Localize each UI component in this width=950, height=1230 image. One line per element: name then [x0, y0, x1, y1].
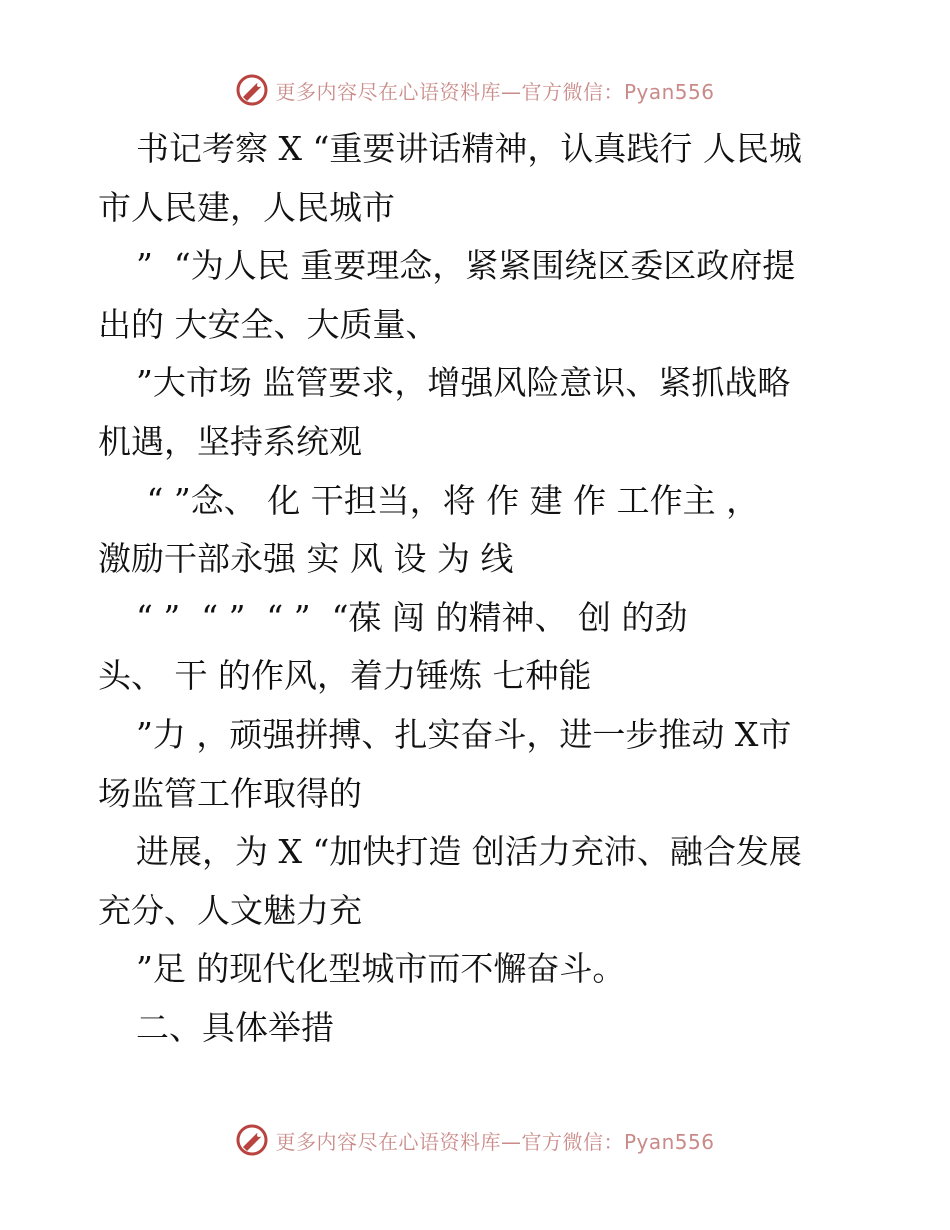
- body-line: 市人民建，人民城市: [98, 187, 395, 227]
- footer-watermark-text: 更多内容尽在心语资料库—官方微信：Pyan556: [275, 1129, 715, 1154]
- body-line: 激励干部永强 实 风 设 为 线: [98, 539, 514, 579]
- footer-watermark: [0, 1120, 950, 1160]
- body-line: ”大市场 监管要求，增强风险意识、紧抓战略: [136, 363, 791, 403]
- body-line: ”足 的现代化型城市而不懈奋斗。: [136, 949, 626, 989]
- body-line: 充分、人文魅力充: [98, 890, 362, 930]
- body-line: 头、 干 的作风，着力锤炼 七种能: [98, 656, 592, 696]
- body-line: 出的 大安全、大质量、: [98, 304, 439, 344]
- section-heading: 二、具体举措: [136, 1007, 334, 1047]
- watermark-logo-icon: [235, 73, 269, 107]
- watermark-logo-icon: [235, 1123, 269, 1157]
- body-line: “ ”念、 化 干担当，将 作 建 作 工作主 ，: [136, 480, 760, 520]
- body-line: 进展，为 X “加快打造 创活力充沛、融合发展: [136, 832, 802, 872]
- body-line: “ ” “ ” “ ” “葆 闯 的精神、 创 的劲: [136, 597, 688, 637]
- body-line: 场监管工作取得的: [98, 773, 362, 813]
- header-watermark: [0, 70, 950, 110]
- body-line: ”力 ，顽强拼搏、扎实奋斗，进一步推动 X市: [136, 714, 792, 754]
- body-line: ” “为人民 重要理念，紧紧围绕区委区政府提: [136, 246, 796, 286]
- document-body: [98, 120, 858, 1058]
- body-line: 书记考察 X “重要讲话精神，认真践行 人民城: [136, 129, 802, 168]
- header-watermark-text: 更多内容尽在心语资料库—官方微信：Pyan556: [275, 79, 715, 104]
- body-line: 机遇，坚持系统观: [98, 421, 362, 461]
